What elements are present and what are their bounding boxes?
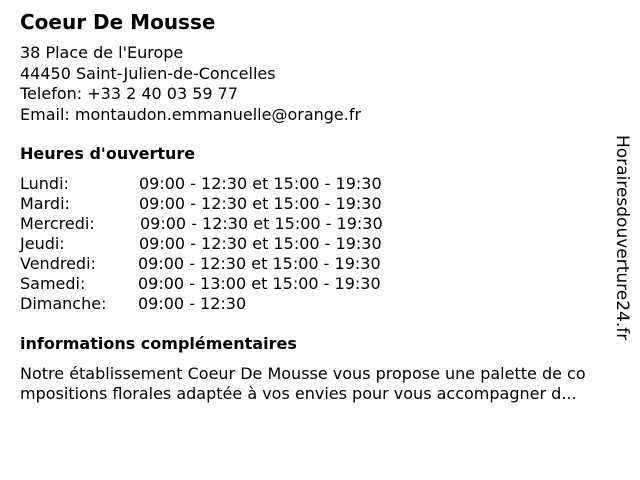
email-address: Email: montaudon.emmanuelle@orange.fr [20,104,362,124]
shop-name: Coeur De Mousse [20,10,216,34]
info-description [20,364,632,404]
time-value: 09:00 - 13:00 et 15:00 - 19:30 [138,274,381,293]
day-label: Jeudi: [20,234,65,253]
info-title: informations complémentaires [20,334,297,353]
day-label: Dimanche: [20,294,107,313]
info-line-1: Notre établissement Coeur De Mousse vous propose une palette de co [20,364,586,383]
phone-number: Telefon: +33 2 40 03 59 77 [20,84,239,103]
street-address: 38 Place de l'Europe [20,43,184,62]
time-value: 09:00 - 12:30 et 15:00 - 19:30 [139,234,382,253]
day-label: Lundi: [20,174,69,193]
time-value: 09:00 - 12:30 et 15:00 - 19:30 [140,214,383,233]
hours-title: Heures d'ouverture [20,144,196,163]
city-address: 44450 Saint-Julien-de-Concelles [20,63,276,83]
watermark [610,135,638,345]
day-label: Mardi: [20,194,70,213]
info-line-2: mpositions florales adaptée à vos envies pour vous accompagner d... [20,384,577,403]
day-label: Mercredi: [20,214,95,233]
contact-block [20,43,361,125]
time-value: 09:00 - 12:30 et 15:00 - 19:30 [138,254,381,273]
day-label: Vendredi: [20,254,96,273]
watermark-text: Horairesdouverture24.fr [612,135,632,341]
time-value: 09:00 - 12:30 et 15:00 - 19:30 [139,174,382,193]
time-value: 09:00 - 12:30 [138,294,247,313]
time-value: 09:00 - 12:30 et 15:00 - 19:30 [139,194,382,213]
day-label: Samedi: [20,274,86,293]
